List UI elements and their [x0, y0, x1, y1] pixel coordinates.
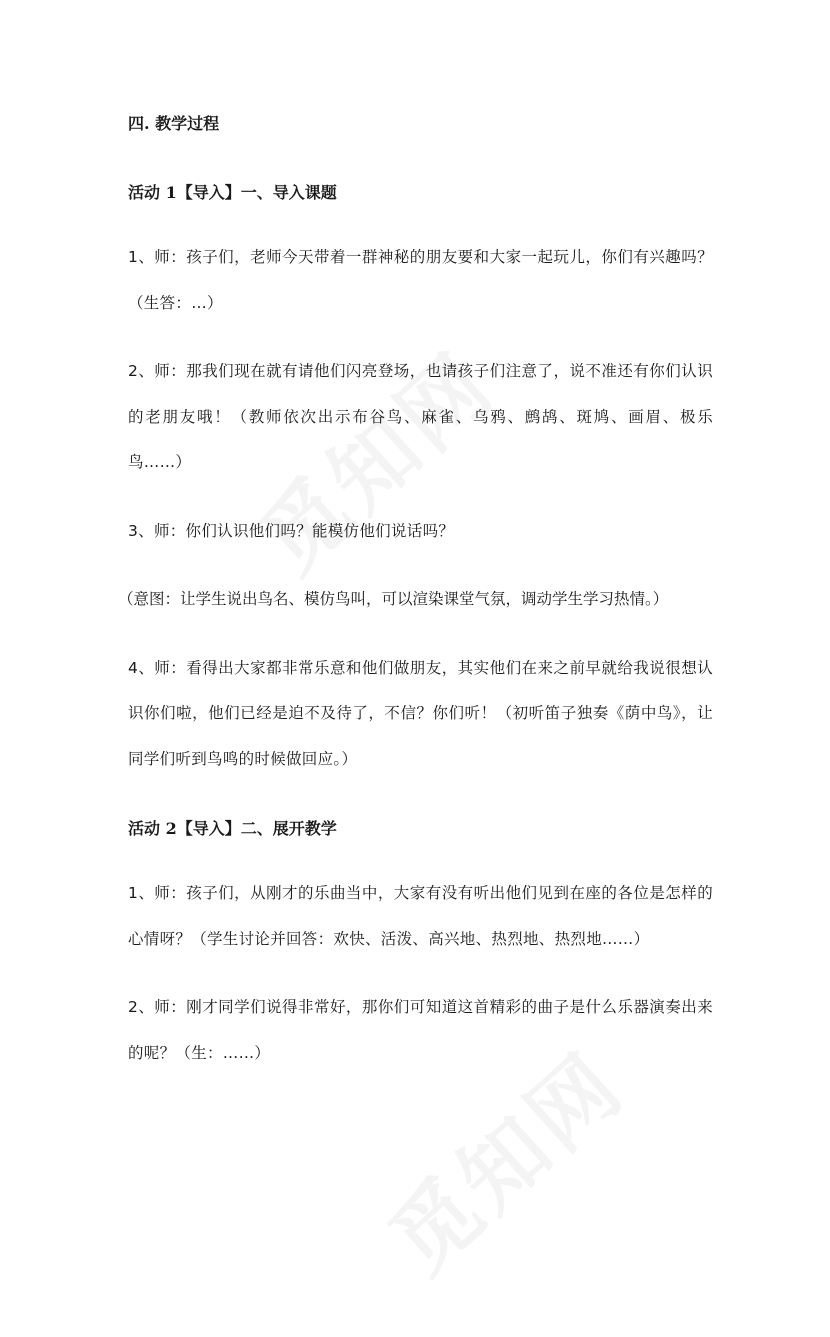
activity-2-heading: 活动 2【导入】二、展开教学 [128, 819, 337, 838]
paragraph: 1、师：孩子们，老师今天带着一群神秘的朋友要和大家一起玩儿，你们有兴趣吗？（生答：…） [128, 248, 713, 312]
document-content [118, 110, 713, 1076]
paragraph: 2、师：那我们现在就有请他们闪亮登场，也请孩子们注意了，说不准还有你们认识的老朋友哦！（教师依次出示布谷鸟、麻雀、乌鸦、鹧鸪、斑鸠、画眉、极乐鸟……） [128, 362, 713, 471]
design-intent-note: （意图：让学生说出鸟名、模仿鸟叫，可以渲染课堂气氛，调动学生学习热情。） [118, 590, 669, 608]
paragraph: 3、师：你们认识他们吗？能模仿他们说话吗？ [128, 521, 455, 540]
paragraph: 4、师：看得出大家都非常乐意和他们做朋友，其实他们在来之前早就给我说很想认识你们啦，他们已经是迫不及待了，不信？你们听！（初听笛子独奏《荫中鸟》，让同学们听到鸟鸣的时候做回应。） [128, 658, 713, 768]
activity-1-heading: 活动 1【导入】一、导入课题 [128, 183, 337, 202]
paragraph: 2、师：刚才同学们说得非常好，那你们可知道这首精彩的曲子是什么乐器演奏出来的呢？（生：……） [128, 998, 713, 1062]
section-title: 四. 教学过程 [128, 114, 220, 133]
paragraph: 1、师：孩子们，从刚才的乐曲当中，大家有没有听出他们见到在座的各位是怎样的心情呀？（学生讨论并回答：欢快、活泼、高兴地、热烈地、热烈地……） [128, 884, 713, 948]
